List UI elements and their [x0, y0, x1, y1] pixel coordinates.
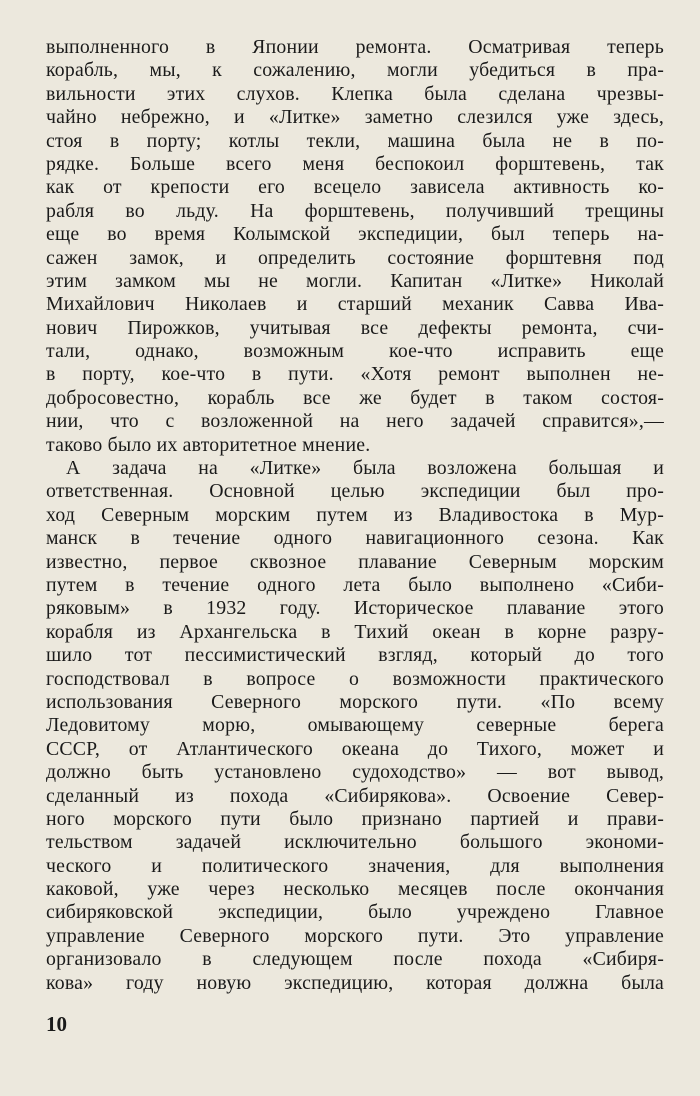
text-line: сажен замок, и определить состояние форштевня под — [46, 246, 664, 269]
text-line: рядке. Больше всего меня беспокоил форштевень, так — [46, 152, 664, 175]
text-line: организовало в следующем после похода «Сибиря- — [46, 948, 664, 971]
text-line: как от крепости его всецело зависела активность ко- — [46, 176, 664, 199]
text-line: корабля из Архангельска в Тихий океан в корне разру- — [46, 620, 664, 643]
text-line: ряковым» в 1932 году. Историческое плавание этого — [46, 597, 664, 620]
text-line: ответственная. Основной целью экспедиции был про- — [46, 480, 664, 503]
text-line: кова» году новую экспедицию, которая должна была — [46, 971, 664, 994]
text-line: чайно небрежно, и «Литке» заметно слезился уже здесь, — [46, 106, 664, 129]
text-line: Михайлович Николаев и старший механик Савва Ива- — [46, 293, 664, 316]
text-line: использования Северного морского пути. «По всему — [46, 690, 664, 713]
paragraph-end-line: таково было их авторитетное мнение. — [46, 433, 371, 456]
text-line: шило тот пессимистический взгляд, который до того — [46, 644, 664, 667]
text-line: путем в течение одного лета было выполнено «Сиби- — [46, 573, 664, 596]
text-line: сделанный из похода «Сибирякова». Освоение Север- — [46, 784, 664, 807]
text-line: господствовал в вопросе о возможности практического — [46, 667, 664, 690]
text-line: манск в течение одного навигационного сезона. Как — [46, 527, 664, 550]
text-line: управление Северного морского пути. Это управление — [46, 924, 664, 947]
page-number: 10 — [46, 1012, 67, 1036]
text-line: добросовестно, корабль все же будет в таком состоя- — [46, 386, 664, 409]
text-line: стоя в порту; котлы текли, машина была не в по- — [46, 129, 664, 152]
text-line: СССР, от Атлантического океана до Тихого, может и — [46, 737, 664, 760]
text-line: тали, однако, возможным кое-что исправить еще — [46, 340, 664, 363]
text-line: этим замком мы не могли. Капитан «Литке» Николай — [46, 269, 664, 292]
text-line: вильности этих слухов. Клепка была сделана чрезвы- — [46, 82, 664, 105]
text-line: должно быть установлено судоходство» — вот вывод, — [46, 761, 664, 784]
text-line: сибиряковской экспедиции, было учреждено Главное — [46, 901, 664, 924]
text-line: Ледовитому морю, омывающему северные берега — [46, 714, 664, 737]
text-line: корабль, мы, к сожалению, могли убедиться в пра- — [46, 59, 664, 82]
text-line: ход Северным морским путем из Владивостока в Мур- — [46, 503, 664, 526]
text-line: выполненного в Японии ремонта. Осматривая теперь — [46, 36, 664, 58]
paragraph-start-line: А задача на «Литке» была возложена большая и — [66, 457, 664, 480]
text-line: каковой, уже через несколько месяцев после окончания — [46, 878, 664, 901]
text-line: ческого и политического значения, для выполнения — [46, 854, 664, 877]
body-text — [46, 36, 664, 995]
text-line: ного морского пути было признано партией и прави- — [46, 807, 664, 830]
text-line: известно, первое сквозное плавание Северным морским — [46, 550, 664, 573]
text-line: нович Пирожков, учитывая все дефекты ремонта, счи- — [46, 316, 664, 339]
text-line: в порту, кое-что в пути. «Хотя ремонт выполнен не- — [46, 363, 664, 386]
text-line: нии, что с возложенной на него задачей справится»,— — [46, 410, 664, 433]
text-line: еще во время Колымской экспедиции, был теперь на- — [46, 223, 664, 246]
text-line: рабля во льду. На форштевень, получивший трещины — [46, 199, 664, 222]
text-line: тельством задачей исключительно большого экономи- — [46, 831, 664, 854]
